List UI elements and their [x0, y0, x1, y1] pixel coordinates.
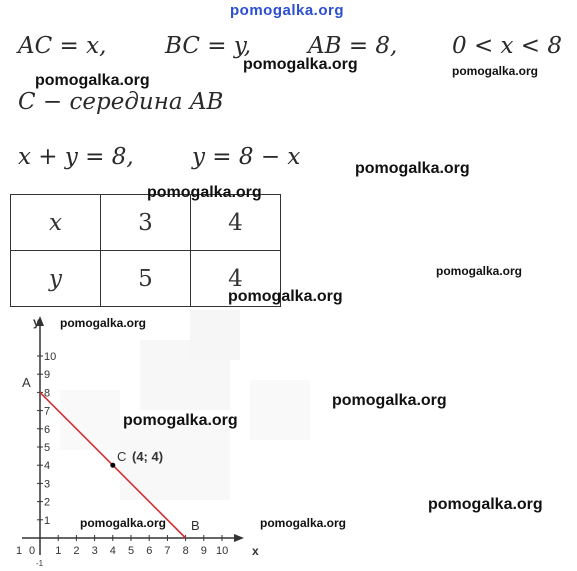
- x-tick-label: 4: [109, 545, 116, 557]
- point-a-label: A: [22, 375, 31, 390]
- point-b-label: B: [191, 518, 200, 533]
- equation-sum: x + y = 8,: [18, 144, 134, 170]
- y-tick-label: 10: [44, 351, 57, 363]
- y-tick-label: 2: [44, 496, 51, 509]
- y-tick-label: 6: [44, 423, 51, 436]
- table-cell: 4: [191, 195, 281, 251]
- y-tick-label: 7: [44, 405, 51, 418]
- y-axis-label: y: [33, 315, 40, 329]
- watermark: pomogalka.org: [123, 412, 238, 429]
- graph-background: [60, 310, 310, 500]
- watermark: pomogalka.org: [436, 264, 523, 278]
- origin-label: 0: [29, 545, 36, 557]
- x-tick-label: 2: [73, 545, 80, 557]
- table-cell: 4: [191, 251, 281, 307]
- table-header-x: x: [11, 195, 101, 251]
- y-tick-label: 9: [44, 369, 51, 382]
- equation-bc: BC = y,: [165, 33, 252, 59]
- x-axis-label: x: [252, 544, 259, 558]
- x-tick-label: 6: [146, 545, 153, 557]
- watermark: pomogalka.org: [60, 316, 147, 330]
- x-tick-label: 1: [55, 545, 62, 557]
- watermark-top: pomogalka.org: [230, 2, 345, 19]
- inequality-x: 0 < x < 8: [452, 33, 563, 59]
- x-tick-label: 3: [91, 545, 98, 557]
- x-tick-label: 10: [216, 545, 229, 557]
- watermark: pomogalka.org: [35, 72, 150, 89]
- y-tick-label: 8: [44, 387, 51, 400]
- equation-y: y = 8 − x: [192, 144, 301, 170]
- midpoint-statement: C − середина AB: [18, 89, 224, 115]
- point-c-coords: (4; 4): [132, 449, 164, 464]
- watermark: pomogalka.org: [332, 392, 447, 409]
- y-tick-label: 5: [44, 442, 51, 454]
- watermark: pomogalka.org: [355, 160, 470, 177]
- watermark: pomogalka.org: [228, 288, 343, 305]
- watermark: pomogalka.org: [147, 184, 262, 201]
- watermark: pomogalka.org: [260, 516, 347, 530]
- left-tick-label: 1: [16, 545, 23, 557]
- watermark: pomogalka.org: [80, 516, 167, 530]
- watermark: pomogalka.org: [243, 56, 358, 73]
- y-tick-label: 4: [44, 460, 51, 473]
- x-tick-label: 5: [128, 545, 135, 557]
- watermark: pomogalka.org: [428, 496, 543, 513]
- negative-tick-label: -1: [36, 559, 44, 568]
- equation-ac: AC = x,: [18, 33, 107, 59]
- y-tick-label: 3: [44, 478, 51, 491]
- x-axis-arrow: [234, 534, 244, 542]
- x-tick-label: 7: [164, 545, 171, 557]
- point-c-label: C: [117, 449, 127, 464]
- watermark: pomogalka.org: [452, 64, 539, 78]
- equation-ab: AB = 8,: [308, 33, 398, 59]
- x-tick-label: 8: [182, 545, 189, 557]
- x-tick-label: 9: [200, 545, 207, 557]
- y-tick-label: 1: [44, 514, 51, 527]
- point-c-marker: [110, 463, 115, 468]
- table-header-y: y: [11, 251, 101, 307]
- table-cell: 3: [101, 195, 191, 251]
- table-cell: 5: [101, 251, 191, 307]
